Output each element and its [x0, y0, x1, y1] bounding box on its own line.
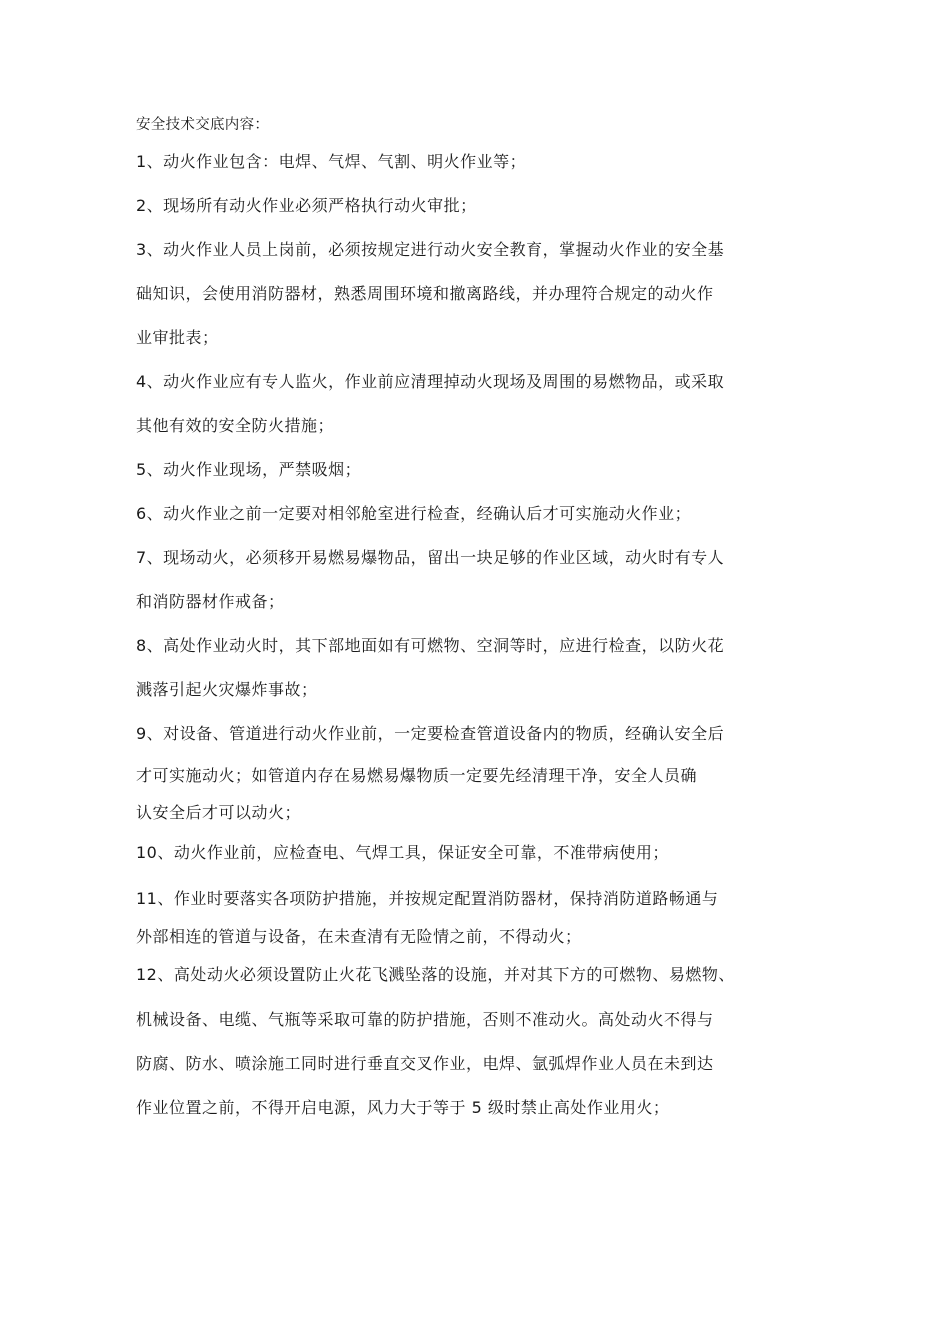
item-line: 外部相连的管道与设备，在未查清有无险情之前，不得动火； — [136, 927, 582, 946]
item-line: 8、高处作业动火时，其下部地面如有可燃物、空洞等时，应进行检查，以防火花 — [136, 636, 725, 655]
item-line: 认安全后才可以动火； — [136, 803, 302, 822]
document-heading: 安全技术交底内容： — [136, 117, 270, 133]
item-line: 1、动火作业包含：电焊、气焊、气割、明火作业等； — [136, 152, 527, 171]
item-line: 4、动火作业应有专人监火，作业前应清理掉动火现场及周围的易燃物品，或采取 — [136, 372, 725, 391]
item-line: 溅落引起火灾爆炸事故； — [136, 680, 318, 699]
list-item-3 — [136, 228, 826, 360]
item-line: 才可实施动火；如管道内存在易燃易爆物质一定要先经清理干净，安全人员确 — [136, 766, 698, 785]
item-line: 5、动火作业现场，严禁吸烟； — [136, 460, 362, 479]
list-item-9 — [136, 712, 826, 830]
item-line: 11、作业时要落实各项防护措施，并按规定配置消防器材，保持消防道路畅通与 — [136, 889, 719, 908]
item-line: 防腐、防水、喷涂施工同时进行垂直交叉作业，电焊、氩弧焊作业人员在未到达 — [136, 1054, 714, 1073]
list-item-2 — [136, 184, 826, 228]
list-item-7 — [136, 536, 826, 624]
list-item-6 — [136, 492, 826, 536]
item-line: 和消防器材作戒备； — [136, 592, 285, 611]
item-line: 其他有效的安全防火措施； — [136, 416, 335, 435]
list-item-5 — [136, 448, 826, 492]
item-line: 9、对设备、管道进行动火作业前，一定要检查管道设备内的物质，经确认安全后 — [136, 724, 725, 743]
list-item-11 — [136, 876, 826, 952]
item-line: 2、现场所有动火作业必须严格执行动火审批； — [136, 196, 477, 215]
item-line: 业审批表； — [136, 328, 219, 347]
list-item-12 — [136, 952, 826, 1130]
list-item-1 — [136, 140, 826, 184]
item-line: 础知识，会使用消防器材，熟悉周围环境和撤离路线，并办理符合规定的动火作 — [136, 284, 714, 303]
item-line: 6、动火作业之前一定要对相邻舱室进行检查，经确认后才可实施动火作业； — [136, 504, 692, 523]
item-line: 12、高处动火必须设置防止火花飞溅坠落的设施，并对其下方的可燃物、易燃物、 — [136, 965, 735, 984]
item-line: 7、现场动火，必须移开易燃易爆物品，留出一块足够的作业区域，动火时有专人 — [136, 548, 725, 567]
list-item-10 — [136, 830, 826, 876]
list-item-4 — [136, 360, 826, 448]
item-line: 10、动火作业前，应检查电、气焊工具，保证安全可靠，不准带病使用； — [136, 843, 669, 862]
list-item-8 — [136, 624, 826, 712]
item-line: 3、动火作业人员上岗前，必须按规定进行动火安全教育，掌握动火作业的安全基 — [136, 240, 725, 259]
item-line: 机械设备、电缆、气瓶等采取可靠的防护措施，否则不准动火。高处动火不得与 — [136, 1010, 714, 1029]
document-body — [136, 110, 826, 1130]
item-line: 作业位置之前，不得开启电源，风力大于等于 5 级时禁止高处作业用火； — [136, 1098, 670, 1117]
